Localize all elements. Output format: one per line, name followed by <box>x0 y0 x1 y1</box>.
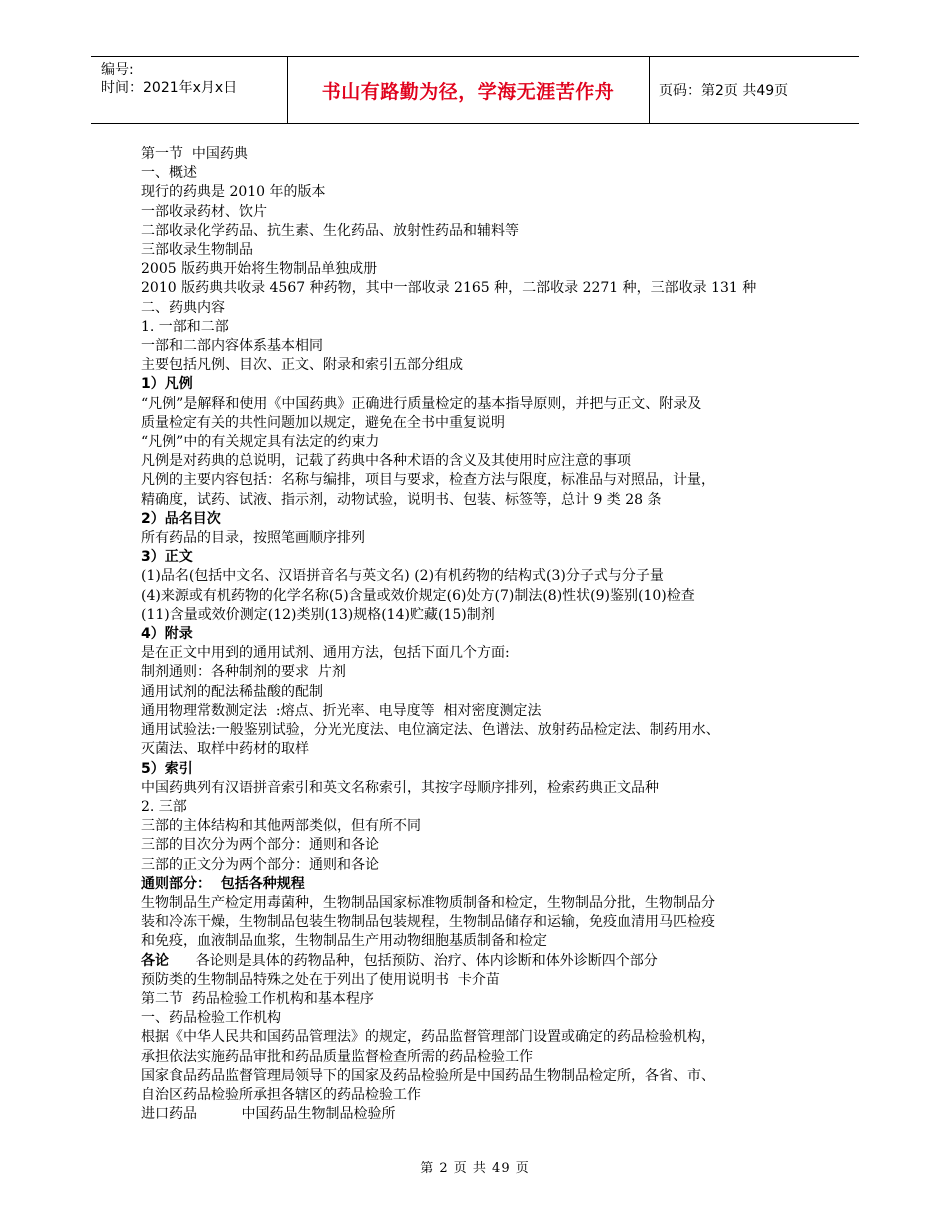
text-line: 生物制品生产检定用毒菌种，生物制品国家标准物质制备和检定，生物制品分批，生物制品分 <box>141 894 715 911</box>
text-line: 凡例是对药典的总说明，记载了药典中各种术语的含义及其使用时应注意的事项 <box>141 453 631 470</box>
text-line: 一部收录药材、饮片 <box>141 203 267 220</box>
text-line: 三部的主体结构和其他两部类似，但有所不同 <box>141 818 421 835</box>
text-line: 2. 三部 <box>141 798 187 815</box>
text-line <box>141 952 821 971</box>
text-line: 2005 版药典开始将生物制品单独成册 <box>141 261 378 278</box>
header-page-info: 页码：第2页 共49页 <box>659 83 789 99</box>
text-line: 制剂通则：各种制剂的要求 片剂 <box>141 664 346 681</box>
text-line: 预防类的生物制品特殊之处在于列出了使用说明书 卡介苗 <box>141 971 500 988</box>
section-heading: 4）附录 <box>141 626 193 643</box>
text-line: 是在正文中用到的通用试剂、通用方法，包括下面几个方面: <box>141 645 510 662</box>
text-line: 通用试验法:一般鉴别试验，分光光度法、电位滴定法、色谱法、放射药品检定法、制药用水、 <box>141 722 720 739</box>
text-line: 第二节 药品检验工作机构和基本程序 <box>141 990 374 1007</box>
text-line: (11)含量或效价测定(12)类别(13)规格(14)贮藏(15)制剂 <box>141 606 495 623</box>
text-line: 通用物理常数测定法 :熔点、折光率、电导度等 相对密度测定法 <box>141 702 542 719</box>
text-line: 三部的正文分为两个部分：通则和各论 <box>141 856 379 873</box>
section-heading: 3）正文 <box>141 549 193 566</box>
text-line: 和免疫，血液制品血浆，生物制品生产用动物细胞基质制备和检定 <box>141 933 547 950</box>
text-line: “凡例”是解释和使用《中国药典》正确进行质量检定的基本指导原则，并把与正文、附录及 <box>141 395 702 412</box>
text-line: 三部的目次分为两个部分：通则和各论 <box>141 837 379 854</box>
text-line: 进口药品 中国药品生物制品检验所 <box>141 1106 396 1123</box>
text-line: 承担依法实施药品审批和药品质量监督检查所需的药品检验工作 <box>141 1048 533 1065</box>
text-line: 一、概述 <box>141 165 197 182</box>
page-footer: 第 2 页 共 49 页 <box>420 1161 530 1176</box>
header-meta <box>101 61 281 97</box>
text-line: 一、药品检验工作机构 <box>141 1010 281 1027</box>
text-line: 自治区药品检验所承担各辖区的药品检验工作 <box>141 1086 421 1103</box>
section-heading: 5）索引 <box>141 760 193 777</box>
text-line: 二、药典内容 <box>141 299 225 316</box>
text-line: 国家食品药品监督管理局领导下的国家及药品检验所是中国药品生物制品检定所，各省、市、 <box>141 1067 715 1084</box>
text-line: 2010 版药典共收录 4567 种药物，其中一部收录 2165 种，二部收录 2271 种，三部收录 131 种 <box>141 280 757 297</box>
section-heading: 2）品名目次 <box>141 510 221 527</box>
text-line: 二部收录化学药品、抗生素、生化药品、放射性药品和辅料等 <box>141 222 519 239</box>
text-line: 现行的药典是 2010 年的版本 <box>141 184 326 201</box>
text-line: 1. 一部和二部 <box>141 318 229 335</box>
header-motto: 书山有路勤为径，学海无涯苦作舟 <box>321 80 615 103</box>
inline-bold-label: 各论 <box>141 952 169 969</box>
text-line: 所有药品的目录，按照笔画顺序排列 <box>141 530 365 547</box>
text-line: 凡例的主要内容包括：名称与编排，项目与要求，检查方法与限度，标准品与对照品，计量， <box>141 472 715 489</box>
section-heading: 1）凡例 <box>141 376 193 393</box>
text-line: 灭菌法、取样中药材的取样 <box>141 741 309 758</box>
page-header <box>91 56 859 124</box>
text-line: 根据《中华人民共和国药品管理法》的规定，药品监督管理部门设置或确定的药品检验机构， <box>141 1029 715 1046</box>
text-line: 通用试剂的配法稀盐酸的配制 <box>141 683 323 700</box>
line-text: 各论则是具体的药物品种，包括预防、治疗、体内诊断和体外诊断四个部分 <box>169 952 658 969</box>
text-line: 装和冷冻干燥，生物制品包装生物制品包装规程，生物制品储存和运输，免疫血清用马匹检疫 <box>141 914 715 931</box>
text-line: 第一节 中国药典 <box>141 146 248 162</box>
text-line: 精确度，试药、试液、指示剂，动物试验，说明书、包装、标签等，总计 9 类 28 条 <box>141 491 662 508</box>
text-line: 质量检定有关的共性问题加以规定，避免在全书中重复说明 <box>141 414 505 431</box>
text-line: (4)来源或有机药物的化学名称(5)含量或效价规定(6)处方(7)制法(8)性状(9)鉴别(10)检查 <box>141 587 695 604</box>
section-heading: 通则部分： 包括各种规程 <box>141 875 305 892</box>
text-line: 三部收录生物制品 <box>141 242 253 259</box>
text-line: 中国药典列有汉语拼音索引和英文名称索引，其按字母顺序排列，检索药典正文品种 <box>141 779 659 796</box>
document-body <box>141 145 821 1124</box>
text-line: 一部和二部内容体系基本相同 <box>141 338 323 355</box>
time-label: 时间：2021年x月x日 <box>101 80 238 96</box>
code-label: 编号: <box>101 62 134 78</box>
text-line: (1)品名(包括中文名、汉语拼音名与英文名) (2)有机药物的结构式(3)分子式与分子量 <box>141 568 664 585</box>
text-line: “凡例”中的有关规定具有法定的约束力 <box>141 434 380 451</box>
header-divider-right <box>649 57 650 123</box>
text-line: 主要包括凡例、目次、正文、附录和索引五部分组成 <box>141 357 463 374</box>
